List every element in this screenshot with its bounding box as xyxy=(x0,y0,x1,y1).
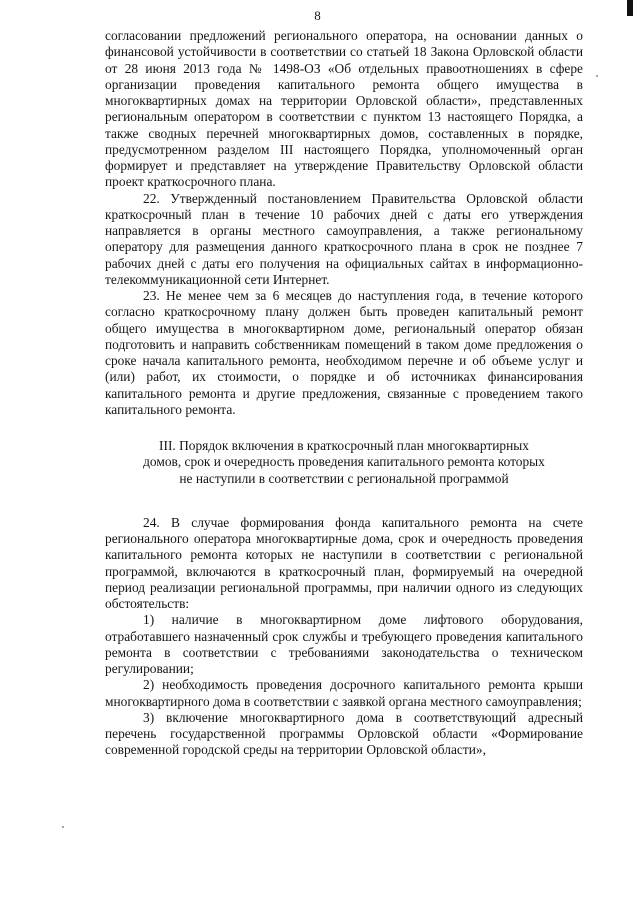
section-heading-line: домов, срок и очередность проведения капитального ремонта которых xyxy=(143,454,545,470)
paragraph-24: 24. В случае формирования фонда капитального ремонта на счете регионального оператора многоквартирные дома, срок и очередность проведения капитального ремонта которых не наступили в соответствии с региональной программой, включаются в краткосрочный план, формируемый на очередной период реализации региональной программы, при наличии одного из следующих обстоятельств: xyxy=(105,514,583,611)
section-heading-line: III. Порядок включения в краткосрочный план многоквартирных xyxy=(159,438,529,453)
scan-speck xyxy=(62,826,64,828)
page-number: 8 xyxy=(314,8,321,23)
paragraph-continuation: согласовании предложений регионального оператора, на основании данных о финансовой устойчивости в соответствии со статьей 18 Закона Орловской области от 28 июня 2013 года № 1498-ОЗ «Об отдельных правоотношениях в сфере организации проведения капитального ремонта общего имущества в многоквартирных домах на территории Орловской области», представленных региональным оператором в соответствии с пунктом 13 настоящего Порядка, а также сводных перечней многоквартирных домов, составленных в порядке, предусмотренном разделом III настоящего Порядка, уполномоченный орган формирует и представляет на утверждение Правительству Орловской области проект краткосрочного плана. xyxy=(105,28,583,190)
paragraph-22: 22. Утвержденный постановлением Правительства Орловской области краткосрочный план в течение 10 рабочих дней с даты его утверждения направляется в органы местного самоуправления, а также региональному оператору для размещения данного краткосрочного плана в срок не позднее 7 рабочих дней с даты его получения на официальных сайтах в информационно-телекоммуникационной сети Интернет. xyxy=(105,190,583,287)
list-item-2: 2) необходимость проведения досрочного капитального ремонта крыши многоквартирного дома в соответствии с заявкой органа местного самоуправления; xyxy=(105,677,583,709)
list-item-3: 3) включение многоквартирного дома в соответствующий адресный перечень государственной программы Орловской области «Формирование современной городской среды на территории Орловской области», xyxy=(105,709,583,758)
paragraph-23: 23. Не менее чем за 6 месяцев до наступления года, в течение которого согласно краткосрочному плану должен быть проведен капитальный ремонт общего имущества в многоквартирном доме, региональный оператор обязан подготовить и направить собственникам помещений в таком доме предложения о сроке начала капитального ремонта, необходимом перечне и об объеме услуг и (или) работ, их стоимости, о порядке и об источниках финансирования капитального ремонта и другие предложения, связанные с проведением такого капитального ремонта. xyxy=(105,288,583,417)
list-item-1: 1) наличие в многоквартирном доме лифтового оборудования, отработавшего назначенный срок службы и требующего проведения капитального ремонта в соответствии с требованиями законодательства о техническом регулировании; xyxy=(105,612,583,676)
document-body xyxy=(105,28,583,759)
scan-speck xyxy=(596,75,598,77)
section-heading xyxy=(105,438,583,487)
section-heading-line: не наступили в соответствии с региональной программой xyxy=(179,470,509,486)
